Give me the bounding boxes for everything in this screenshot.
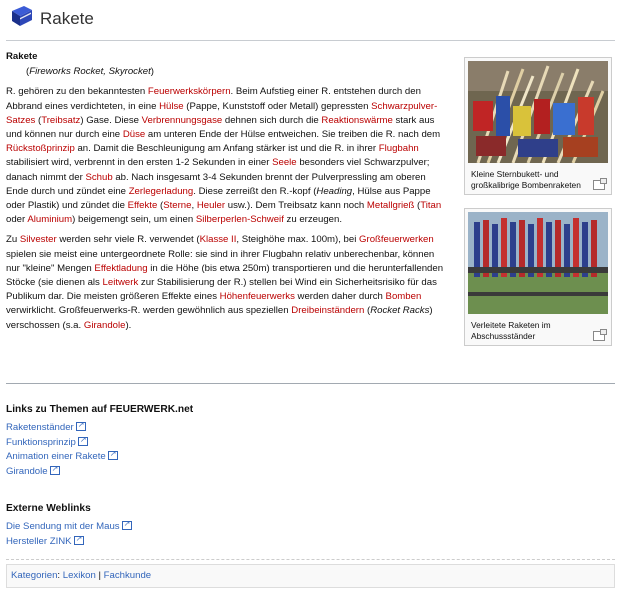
text-run: ) Gase. Diese — [80, 114, 142, 126]
category-fachkunde[interactable]: Fachkunde — [103, 570, 152, 581]
text-run: , — [191, 200, 197, 212]
wiki-link[interactable]: Flugbahn — [378, 143, 419, 155]
article-subtitle — [6, 65, 446, 79]
wiki-link[interactable]: Leitwerk — [102, 277, 139, 289]
italic-term: Rocket Racks — [370, 305, 430, 317]
external-link-icon — [122, 521, 132, 530]
wiki-link[interactable]: Titan — [420, 200, 442, 212]
wiki-link[interactable]: Rückstoßprinzip — [6, 143, 75, 155]
text-run: ( — [157, 200, 164, 212]
wiki-link[interactable]: Treibsatz — [41, 114, 81, 126]
text-run: usw.). Dem Treibsatz kann noch — [225, 200, 367, 212]
text-run: werden sehr viele R. verwendet ( — [56, 234, 200, 246]
enlarge-icon[interactable] — [593, 180, 605, 190]
external-link-icon — [76, 422, 86, 431]
thumbnail-2[interactable] — [464, 208, 612, 346]
category-lexikon[interactable]: Lexikon — [62, 570, 96, 581]
text-run: ab. Nach insgesamt 3-4 Sekunden brennt der Pulverpressling am oberen Ende durch und zündet eine — [6, 171, 426, 197]
article-body — [6, 50, 446, 339]
section-divider — [6, 383, 615, 384]
text-run: ( — [35, 114, 42, 126]
wiki-link[interactable]: Großfeuerwerken — [359, 234, 434, 246]
page-header — [6, 0, 615, 41]
category-box — [6, 564, 615, 588]
wiki-link[interactable]: Verbrennungsgase — [141, 114, 223, 126]
subtitle-paren-close: ) — [150, 66, 154, 78]
wiki-link[interactable]: Bomben — [385, 291, 422, 303]
wiki-link[interactable]: Aluminium — [27, 214, 73, 226]
thumbnail-2-caption — [468, 317, 608, 342]
wiki-link[interactable]: Hülse — [159, 100, 184, 112]
text-run: in die Höhe (bis etwa 250m) transportieren und die herunterfallenden Stöcke (sie dienen als — [6, 262, 444, 289]
text-run: R. gehören zu den bekanntesten — [6, 86, 148, 98]
wiki-link[interactable]: Klasse II — [199, 234, 237, 246]
wiki-link[interactable]: Silberperlen-Schweif — [195, 214, 284, 226]
caption-text: Kleine Sternbukett- und großkalibrige Bombenraketen — [471, 169, 581, 190]
category-separator: | — [95, 570, 104, 581]
list-item — [6, 436, 118, 451]
external-section-heading: Externe Weblinks — [6, 503, 91, 514]
wiki-link[interactable]: Seele — [272, 157, 297, 169]
text-run: , Steighöhe max. 100m), bei — [236, 234, 360, 246]
wiki-link[interactable]: Höhenfeuerwerks — [219, 291, 295, 303]
wiki-link[interactable]: Düse — [122, 129, 146, 141]
caption-text: Verleitete Raketen im Abschussständer — [471, 320, 551, 341]
wiki-link[interactable]: Sterne — [163, 200, 192, 212]
page-title: Rakete — [40, 9, 94, 28]
text-run: . Beim Aufstieg einer R. entstehen durch den Abbrand eines verdichteten, in eine — [6, 86, 421, 112]
list-item — [6, 421, 118, 436]
external-link-icon — [78, 437, 88, 446]
categories-label-link[interactable]: Kategorien — [11, 570, 58, 581]
wiki-link[interactable]: Reaktionswärme — [321, 114, 393, 126]
wiki-link[interactable]: Heuler — [196, 200, 226, 212]
text-run: . Diese zerreißt den R.-kopf ( — [193, 185, 317, 197]
text-run: am unteren Ende der Hülse entweichen. Sie treiben die R. nach dem — [145, 129, 441, 141]
subtitle-english-names: Fireworks Rocket, Skyrocket — [29, 66, 151, 78]
list-item — [6, 535, 132, 550]
text-run: verwirklicht. Großfeuerwerks-R. werden gewöhnlich aus speziellen — [6, 305, 292, 317]
category-separator: : — [57, 570, 63, 581]
italic-term: Heading — [316, 185, 353, 197]
text-run: an. Damit die Beschleunigung am Anfang stärker ist und die R. in ihrer — [74, 143, 379, 155]
external-links-list — [6, 520, 132, 549]
external-link-icon — [50, 466, 60, 475]
wiki-link[interactable]: Schwarzpulver-Satzes — [6, 100, 438, 126]
text-run: werden daher durch — [294, 291, 386, 303]
article-heading: Rakete — [6, 51, 38, 62]
text-run: zur Stabilisierung der R.) stellen bei Wind ein Sicherheitsrisiko für das Publikum dar. Die meisten größeren Effekte eines — [6, 277, 437, 303]
text-run: , Hülse aus Pappe oder Plastik) und zündet die — [6, 185, 431, 212]
wiki-link[interactable]: Feuerwerkskörpern — [147, 86, 231, 98]
text-run: ). — [125, 319, 132, 331]
external-link-icon — [108, 451, 118, 460]
text-run: zu erzeugen. — [283, 214, 342, 226]
external-link-icon — [74, 536, 84, 545]
link-sendung-mit-der-maus[interactable]: Die Sendung mit der Maus — [6, 521, 120, 532]
text-run: oder — [6, 214, 28, 226]
text-run: dehnen sich durch die — [222, 114, 322, 126]
wiki-link[interactable]: Metallgrieß — [366, 200, 415, 212]
link-girandole[interactable]: Girandole — [6, 465, 48, 477]
text-run: ) verschossen (s.a. — [6, 305, 433, 331]
paragraph-2 — [6, 233, 446, 332]
link-animation[interactable]: Animation einer Rakete — [6, 451, 106, 462]
wiki-link[interactable]: Silvester — [19, 234, 57, 246]
wiki-link[interactable]: Schub — [85, 171, 113, 183]
enlarge-icon[interactable] — [593, 331, 605, 341]
thumbnail-1[interactable] — [464, 57, 612, 195]
list-item — [6, 450, 118, 465]
wiki-link[interactable]: Effekte — [127, 200, 158, 212]
rockets-photo-1[interactable] — [468, 61, 608, 163]
text-run: stabilisiert wird, verbrennt in den ersten 1-2 Sekunden in einer — [6, 157, 273, 169]
text-run: ( — [364, 305, 371, 317]
text-run: stark aus und können nur durch eine — [6, 114, 435, 141]
link-funktionsprinzip[interactable]: Funktionsprinzip — [6, 436, 76, 448]
text-run: ) beigemengt sein, um einen — [72, 214, 196, 226]
links-list — [6, 421, 118, 479]
subtitle-paren-open: ( — [26, 66, 30, 78]
text-run: besonders viel Schwarzpulver; danach nimmt der — [6, 157, 430, 183]
links-section-heading: Links zu Themen auf FEUERWERK.net — [6, 404, 194, 415]
wiki-link[interactable]: Effektladung — [94, 262, 148, 274]
text-run: ( — [414, 200, 421, 212]
text-run: (Pappe, Kunststoff oder Metall) gepressten — [183, 100, 372, 112]
wiki-link[interactable]: Zerlegerladung — [128, 185, 194, 197]
list-item — [6, 465, 118, 480]
wiki-link[interactable]: Girandole — [83, 319, 126, 331]
link-raketenstaender[interactable]: Raketenständer — [6, 422, 74, 433]
link-hersteller-zink[interactable]: Hersteller ZINK — [6, 535, 72, 547]
wiki-link[interactable]: Dreibeinständern — [291, 305, 365, 317]
footer-divider — [6, 559, 615, 560]
thumbnail-1-caption — [468, 166, 608, 191]
text-run: Zu — [6, 234, 20, 246]
paragraph-1 — [6, 85, 446, 227]
list-item — [6, 520, 132, 535]
text-run: spielen sie meist eine untergeordnete Rolle: sie sind in ihrer Flugbahn relativ unberechenbar, können nur "kleine" Mengen — [6, 248, 435, 274]
book-icon — [10, 5, 34, 27]
rockets-photo-2[interactable] — [468, 212, 608, 314]
